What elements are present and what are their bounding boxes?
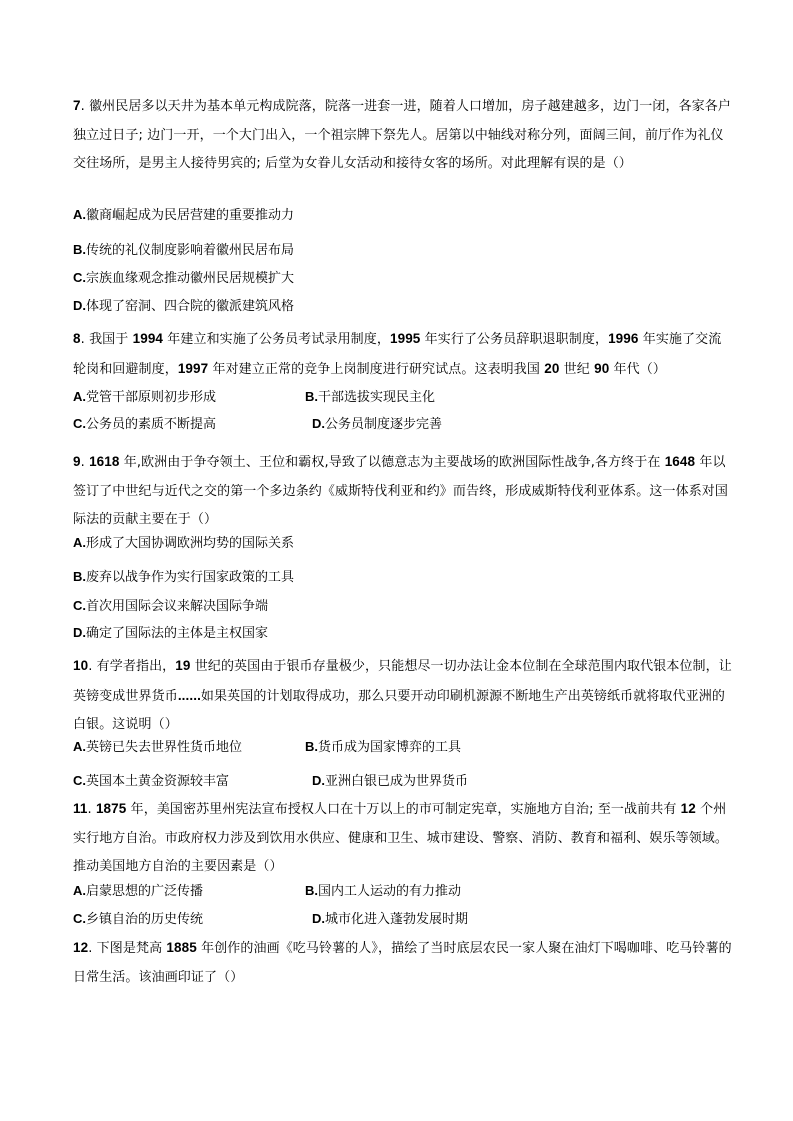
question-number: 11 [73, 801, 88, 816]
question-8-option-d[interactable]: D.公务员制度逐步完善 [312, 416, 443, 432]
question-12-stem: 12. 下图是梵高 1885 年创作的油画《吃马铃薯的人》，描绘了当时底层农民一家人聚在油灯下喝咖啡、吃马铃薯的日常生活。该油画印证了（） [73, 940, 732, 985]
question-11-stem: 11. 1875 年，美国密苏里州宪法宣布授权人口在十万以上的市可制定宪章，实施地方自治; 至一战前共有 12 个州实行地方自治。市政府权力涉及到饮用水供应、健康和卫生、城市建设、警察、消防、教育和福利、娱乐等领域。推动美国地方自治的主要因素是（） [73, 801, 729, 874]
question-8-option-c[interactable]: C.公务员的素质不断提高 [73, 416, 217, 432]
question-11-option-a[interactable]: A.启蒙思想的广泛传播 [73, 883, 204, 899]
question-7-stem: 7. 徽州民居多以天井为基本单元构成院落，院落一进套一进，随着人口增加，房子越建越多，边门一闭，各家各户独立过日子; 边门一开，一个大门出入，一个祖宗牌下祭先人。居第以中轴线对称分列，面阔三间，前厅作为礼仪交往场所，是男主人接待男宾的; 后堂为女眷儿女活动和接待女客的场所。对此理解有误的是（） [73, 98, 731, 171]
question-10-stem: 10. 有学者指出，19 世纪的英国由于银币存量极少，只能想尽一切办法让金本位制在全球范围内取代银本位制，让英镑变成世界货币......如果英国的计划取得成功，那么只要开动印刷机源源不断地生产出英镑纸币就将取代亚洲的白银。这说明（） [73, 658, 732, 732]
question-8-option-a[interactable]: A.党管干部原则初步形成 [73, 389, 217, 405]
question-9-option-b[interactable]: B.废弃以战争作为实行国家政策的工具 [73, 569, 295, 585]
question-10-option-a[interactable]: A.英镑已失去世界性货币地位 [73, 739, 243, 755]
question-10-option-d[interactable]: D.亚洲白银已成为世界货币 [312, 773, 469, 789]
question-10-option-c[interactable]: C.英国本土黄金资源较丰富 [73, 773, 230, 789]
question-8-stem: 8. 我国于 1994 年建立和实施了公务员考试录用制度，1995 年实行了公务员辞职退职制度，1996 年实施了交流轮岗和回避制度，1997 年对建立正常的竞争上岗制度进行研究试点。这表明我国 20 世纪 90 年代（） [73, 331, 722, 377]
question-number: 10 [73, 658, 89, 673]
question-number: 8 [73, 331, 81, 346]
question-number: 7 [73, 98, 81, 113]
question-7-option-d[interactable]: D.体现了窑洞、四合院的徽派建筑风格 [73, 298, 295, 314]
question-7-option-a[interactable]: A.徽商崛起成为民居营建的重要推动力 [73, 207, 295, 223]
question-11-option-c[interactable]: C.乡镇自治的历史传统 [73, 911, 204, 927]
question-9-stem: 9. 1618 年,欧洲由于争夺领土、王位和霸权,导致了以德意志为主要战场的欧洲国际性战争,各方终于在 1648 年以签订了中世纪与近代之交的第一个多边条约《威斯特伐利亚和约》而告终，形成威斯特伐利亚体系。这一体系对国际法的贡献主要在于（） [73, 454, 729, 527]
question-9-option-a[interactable]: A.形成了大国协调欧洲均势的国际关系 [73, 535, 295, 551]
question-10-option-b[interactable]: B.货币成为国家博弈的工具 [305, 739, 462, 755]
question-11-option-d[interactable]: D.城市化进入蓬勃发展时期 [312, 911, 469, 927]
question-9-option-c[interactable]: C.首次用国际会议来解决国际争端 [73, 598, 269, 614]
question-7-option-b[interactable]: B.传统的礼仪制度影响着徽州民居布局 [73, 242, 295, 258]
question-9-option-d[interactable]: D.确定了国际法的主体是主权国家 [73, 625, 269, 641]
question-number: 9 [73, 454, 81, 469]
question-8-option-b[interactable]: B.干部选拔实现民主化 [305, 389, 436, 405]
question-7-option-c[interactable]: C.宗族血缘观念推动徽州民居规模扩大 [73, 270, 295, 286]
question-number: 12 [73, 940, 89, 955]
question-11-option-b[interactable]: B.国内工人运动的有力推动 [305, 883, 462, 899]
